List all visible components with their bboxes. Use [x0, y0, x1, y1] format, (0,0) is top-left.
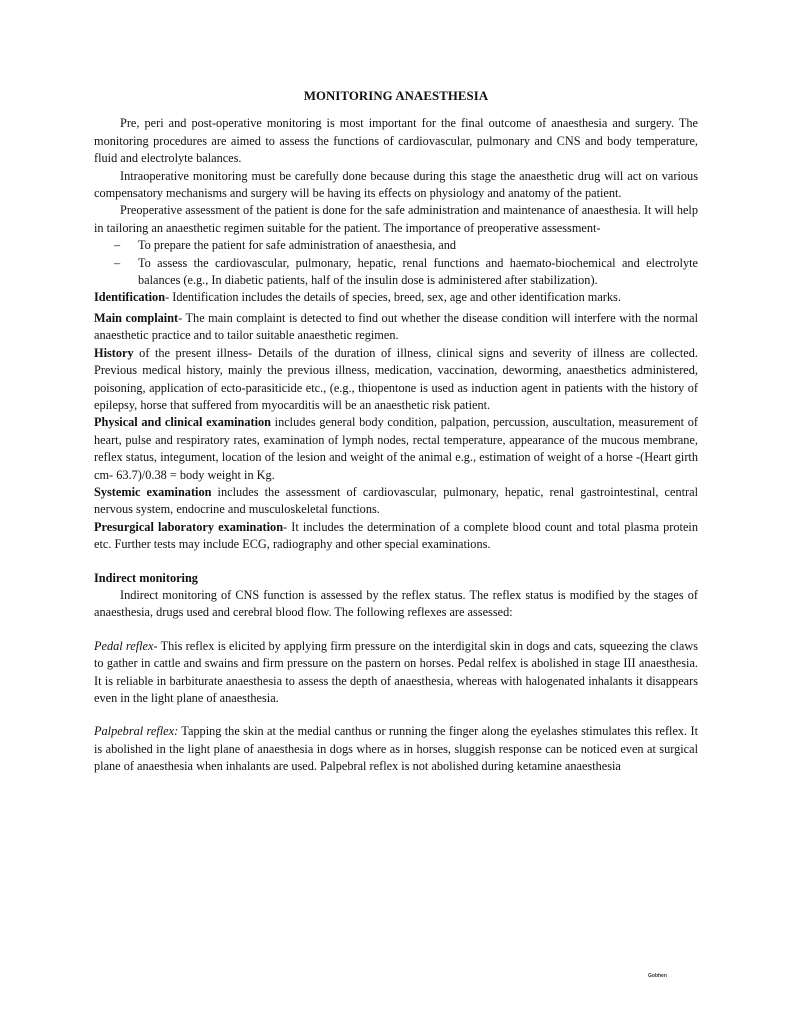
systemic-exam-text: includes the assessment of cardiovascular, pulmonary, hepatic, renal gastrointestinal, central nervous system, endocrine and musculoskeletal functions.	[94, 484, 698, 517]
dash-bullet-2: –	[114, 255, 121, 270]
document-title: MONITORING ANAESTHESIA	[303, 89, 489, 103]
pedal-reflex-text: This reflex is elicited by applying firm pressure on the interdigital skin in dogs and cats, squeezing the claws to gather in cattle and swains and firm pressure on the pastern on horses. Pedal relfex is abolished in stage III anaesthesia. It is reliable in barbiturate anaesthesia to assess the depth of anaesthesia, whereas with halogenated inhalants it disappears even in the light plane of anaesthesia.	[94, 638, 699, 705]
list-item	[114, 255, 698, 290]
footer-mark: Gobhen	[648, 973, 667, 979]
history-paragraph	[94, 345, 698, 415]
document-body	[94, 88, 698, 776]
history-term: History	[94, 345, 134, 360]
palpebral-reflex-paragraph	[94, 723, 698, 775]
identification-text: - Identification includes the details of species, breed, sex, age and other identification marks.	[165, 290, 621, 305]
main-complaint-text: - The main complaint is detected to find out whether the disease condition will interfere with the normal anaesthetic practice and to tailor suitable anaesthetic regimen.	[94, 310, 698, 343]
physical-exam-text: includes general body condition, palpation, percussion, auscultation, measurement of heart, pulse and respiratory rates, examination of lymph nodes, rectal temperature, appearance of the mucous membrane, reflex status, integument, location of the lesion and weight of the animal e.g., estimation of weight of a horse -(Heart girth cm- 63.7)/0.38 = body weight in Kg.	[94, 415, 698, 482]
identification-paragraph	[94, 289, 698, 306]
intro-paragraph-1: Pre, peri and post-operative monitoring is most important for the final outcome of anaesthesia and surgery. The monitoring procedures are aimed to assess the functions of cardiovascular, pulmonary and CNS and body temperature, fluid and electrolyte balances.	[94, 116, 698, 166]
intro-paragraph-3: Preoperative assessment of the patient is done for the safe administration and maintenance of anaesthesia. It will help in tailoring an anaesthetic regimen suitable for the patient. The importance of preoperative assessment-	[94, 203, 698, 235]
indirect-monitoring-paragraph: Indirect monitoring of CNS function is assessed by the reflex status. The reflex status is modified by the stages of anaesthesia, drugs used and cerebral blood flow. The following reflexes are assessed:	[94, 587, 698, 620]
main-complaint-term: Main complaint	[94, 310, 179, 325]
indirect-monitoring-heading: Indirect monitoring	[94, 570, 198, 585]
physical-exam-term: Physical and clinical examination	[94, 415, 271, 430]
palpebral-reflex-term: Palpebral reflex:	[94, 724, 179, 739]
intro-paragraph-2: Intraoperative monitoring must be carefully done because during this stage the anaesthetic drug will act on various compensatory mechanisms and surgery will be having its effects on physiology and anatomy of the patient.	[94, 168, 698, 201]
identification-term: Identification	[94, 290, 166, 305]
lab-exam-paragraph	[94, 519, 698, 554]
physical-exam-paragraph	[94, 414, 698, 484]
pedal-reflex-term: Pedal reflex-	[94, 638, 158, 653]
history-text: of the present illness- Details of the duration of illness, clinical signs and severity of illness are collected. Previous medical history, mainly the previous illness, medication, vaccination, deworming, anaesthetics administered, poisoning, application of ecto-parasiticide etc., (e.g., thiopentone is used as induction agent in patients with the history of epilepsy, horse that suffered from myocarditis will be an anaesthetic risk patient.	[94, 345, 698, 412]
systemic-exam-term: Systemic examination	[94, 484, 212, 499]
list-item-text-2: To assess the cardiovascular, pulmonary, hepatic, renal functions and haemato-biochemical and electrolyte balances (e.g., In diabetic patients, half of the insulin dose is administered after stabilization).	[138, 255, 698, 288]
lab-exam-text: - It includes the determination of a complete blood count and total plasma protein etc. Further tests may include ECG, radiography and other special examinations.	[94, 519, 698, 552]
palpebral-reflex-text: Tapping the skin at the medial canthus or running the finger along the eyelashes stimulates this reflex. It is abolished in the light plane of anaesthesia in dogs where as in horses, sluggish response can be noticed even at surgical plane of anaesthesia when inhalants are used. Palpebral reflex is not abolished during ketamine anaesthesia	[94, 724, 698, 774]
list-item-text-1: To prepare the patient for safe administration of anaesthesia, and	[138, 238, 457, 253]
assessment-list	[94, 237, 698, 289]
pedal-reflex-paragraph	[94, 638, 698, 708]
list-item	[114, 237, 698, 254]
dash-bullet-1: –	[114, 238, 121, 253]
systemic-exam-paragraph	[94, 484, 698, 519]
lab-exam-term: Presurgical laboratory examination	[94, 519, 284, 534]
main-complaint-paragraph	[94, 310, 698, 345]
